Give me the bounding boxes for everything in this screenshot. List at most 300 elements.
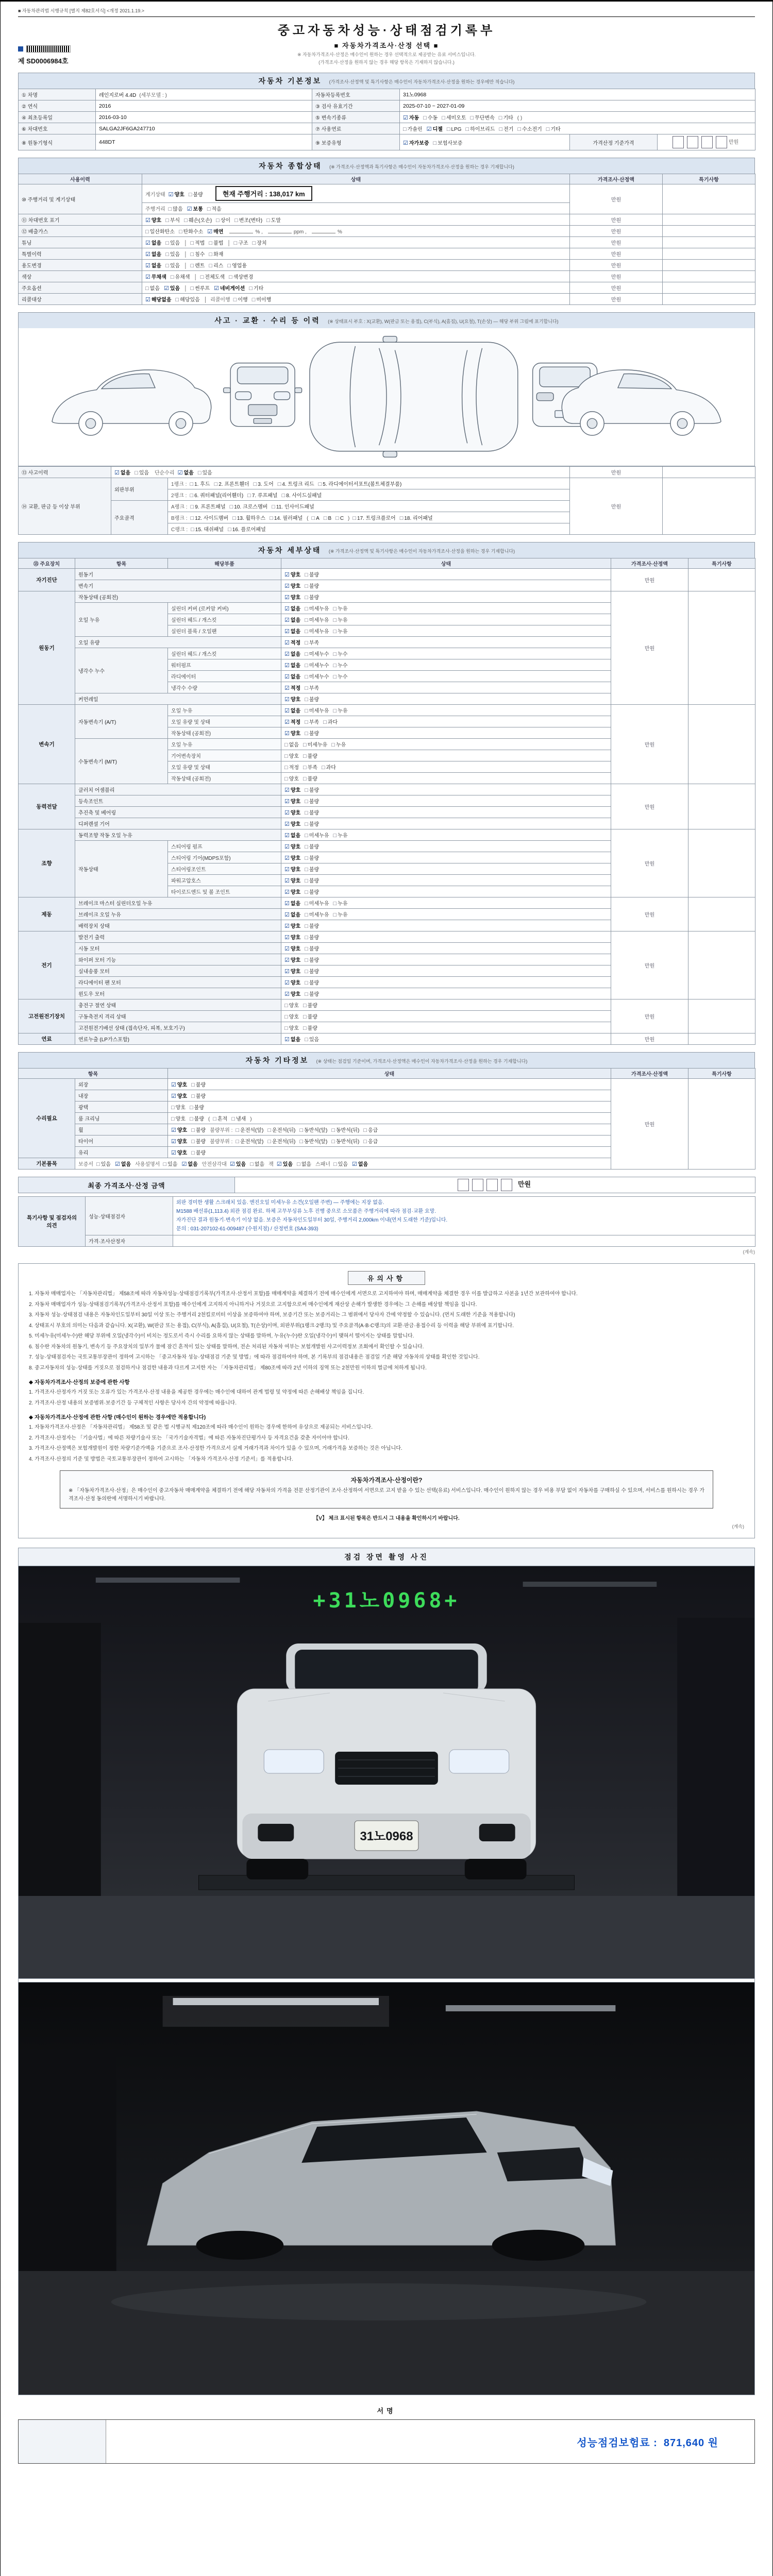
front-wheel-right: [465, 1859, 527, 1879]
checkbox[interactable]: □ 동반석(뒤): [331, 1139, 360, 1145]
car-diagram-svg: [19, 332, 754, 461]
checkbox[interactable]: □ 미세누유: [303, 742, 328, 748]
checkbox-checked[interactable]: ☑ 있음: [163, 285, 180, 292]
checkbox-checked[interactable]: ☑ 양호: [284, 991, 301, 997]
cell: [281, 988, 611, 999]
checkbox-checked[interactable]: ☑ 양호: [284, 595, 301, 601]
checkbox[interactable]: □ 2. 프론트휀더: [214, 481, 249, 487]
checkbox-checked[interactable]: ☑ 양호: [171, 1127, 188, 1133]
photos-section-title: 점검 장면 촬영 사진: [19, 1548, 754, 1566]
cell: [281, 1022, 611, 1033]
cell: 자동변속기 (A/T): [75, 705, 168, 739]
checkbox[interactable]: □ 불량: [190, 1105, 204, 1111]
checkbox-checked[interactable]: ☑ 자동: [403, 115, 419, 121]
checkbox[interactable]: □ 불량: [190, 1116, 204, 1122]
checkbox[interactable]: □ 있음: [197, 470, 212, 476]
checkbox[interactable]: □ 불량: [305, 946, 320, 952]
checkbox-checked[interactable]: ☑ 양호: [171, 1139, 188, 1145]
checkbox-checked[interactable]: ☑ 없음: [284, 1037, 301, 1043]
checkbox[interactable]: □ 있음: [163, 1161, 178, 1167]
checkbox[interactable]: □ 운전석(뒤): [267, 1139, 296, 1145]
checkbox[interactable]: □ 누유: [333, 708, 348, 714]
checkbox[interactable]: □ 8. 사이드실패널: [281, 493, 322, 499]
checkbox-glyph: □: [236, 1139, 240, 1145]
checkbox[interactable]: □ 적정: [284, 765, 299, 771]
checkbox[interactable]: □ 불량: [191, 1093, 206, 1099]
section-overall-title: 자동차 종합상태: [259, 162, 322, 170]
checkbox[interactable]: □ 1. 후드: [190, 481, 210, 487]
cell: 색상: [19, 271, 142, 282]
checkbox-checked[interactable]: ☑ 양호: [284, 799, 301, 805]
checkbox-checked[interactable]: ☑ 없음: [284, 708, 301, 714]
checkbox[interactable]: □ 불량: [305, 878, 320, 884]
form-mark-icon: [18, 46, 23, 52]
checkbox-checked[interactable]: ☑ 없음: [284, 629, 301, 635]
checkbox[interactable]: □ 미세누유: [305, 617, 329, 623]
cell: [281, 693, 611, 705]
checkbox-checked[interactable]: ☑ 양호: [284, 855, 301, 861]
checkbox[interactable]: □ 불량: [305, 855, 320, 861]
checkbox[interactable]: □ 누유: [333, 901, 348, 907]
checkbox[interactable]: □ 불량: [305, 980, 320, 986]
cell: 타이어: [75, 1136, 168, 1147]
cell: [281, 841, 611, 852]
cell: [281, 977, 611, 988]
checkbox-checked[interactable]: ☑ 없음: [181, 1161, 198, 1167]
checkbox[interactable]: □ 불량: [305, 583, 320, 589]
fluorescent-bar-1: [173, 1998, 379, 2005]
checkbox[interactable]: □ 세미오토: [442, 115, 466, 121]
data-grid: [18, 174, 755, 305]
checkbox-checked[interactable]: ☑ 양호: [284, 821, 301, 827]
cell: [281, 750, 611, 761]
cell: 광택: [75, 1101, 168, 1113]
checkbox[interactable]: □ 불량: [305, 595, 320, 601]
checkbox[interactable]: □ 응급: [363, 1127, 378, 1133]
text: A랭크 :: [171, 504, 188, 510]
checkbox[interactable]: □ 불량: [303, 753, 317, 759]
checkbox-glyph: □: [228, 527, 231, 533]
plate-recognition-overlay: +31노0968+: [313, 1589, 460, 1613]
checkbox-glyph: ☑: [284, 855, 290, 861]
checkbox-checked[interactable]: ☑ 없음: [284, 901, 301, 907]
checkbox[interactable]: □ 구조: [233, 240, 248, 246]
checkbox[interactable]: □ 10. 크로스멤버: [229, 504, 268, 510]
checkbox[interactable]: □ 훼손(오손): [184, 217, 212, 224]
checkbox[interactable]: □ 이행: [233, 297, 248, 303]
checkbox[interactable]: □ 18. 리어패널: [399, 515, 433, 521]
remarks-cell: [688, 591, 755, 705]
text: 사용설명서: [135, 1162, 160, 1167]
checkbox[interactable]: □ A: [311, 515, 320, 521]
checkbox-checked[interactable]: ☑ 있음: [229, 1161, 246, 1167]
checkbox[interactable]: □ 미세누유: [305, 606, 329, 612]
checkbox[interactable]: □ 부족: [305, 719, 320, 725]
checkbox[interactable]: □ 불량: [305, 572, 320, 578]
checkbox[interactable]: □ 보험사보증: [433, 140, 463, 146]
checkbox[interactable]: □ 일산화탄소: [145, 229, 175, 235]
checkbox-checked[interactable]: ☑ 양호: [171, 1082, 188, 1088]
table-row: [19, 271, 755, 282]
checkbox-glyph: ☑: [284, 651, 290, 657]
checkbox[interactable]: □ 전기: [499, 126, 514, 132]
checkbox[interactable]: □ 기타: [546, 126, 561, 132]
checkbox[interactable]: □ 16. 플로어패널: [228, 527, 266, 533]
checkbox-checked[interactable]: ☑ 없음: [352, 1161, 368, 1167]
checkbox[interactable]: □ 양호: [284, 776, 299, 782]
checkbox[interactable]: □ 불량: [305, 844, 320, 850]
price-amount-cell: 만원: [611, 897, 688, 931]
checkbox-checked[interactable]: ☑ 없음: [145, 240, 162, 246]
remarks-cell: [663, 237, 755, 248]
cell: 냉각수 누수: [75, 648, 168, 693]
checkbox[interactable]: □ 응급: [363, 1139, 378, 1145]
cell: 변속기: [75, 580, 281, 591]
checkbox[interactable]: □ 무단변속: [470, 115, 495, 121]
car-top-view: [310, 336, 518, 457]
checkbox[interactable]: □ 누유: [333, 606, 348, 612]
checkbox-checked[interactable]: ☑ 양호: [145, 217, 162, 224]
checkbox[interactable]: □ 화재: [209, 251, 224, 258]
checkbox[interactable]: □ 부식: [165, 217, 180, 224]
checkbox[interactable]: □ 운전석(뒤): [267, 1127, 296, 1133]
checkbox[interactable]: □ 누수: [333, 674, 348, 680]
price-amount-cell: 만원: [611, 1033, 688, 1045]
checkbox[interactable]: □ 색상변경: [229, 274, 254, 280]
checkbox[interactable]: □ 수소전기: [517, 126, 542, 132]
table-row: [19, 784, 755, 795]
signature-area[interactable]: [19, 2420, 106, 2463]
checkbox[interactable]: □ 없음: [297, 1161, 312, 1167]
checkbox[interactable]: □ 있음: [96, 1161, 111, 1167]
checkbox-checked[interactable]: ☑ 매연: [207, 229, 224, 235]
checkbox-checked[interactable]: ☑ 없음: [114, 470, 131, 476]
checkbox[interactable]: □ 불량: [188, 192, 203, 198]
cell: 리콜대상: [19, 294, 142, 305]
checkbox-checked[interactable]: ☑ 양호: [284, 889, 301, 895]
checkbox[interactable]: □ 9. 프론트패널: [190, 504, 226, 510]
checkbox[interactable]: □ 불량: [305, 810, 320, 816]
checkbox[interactable]: □ 가솔린: [403, 126, 423, 132]
checkbox[interactable]: □ 불량: [305, 821, 320, 827]
checkbox-checked[interactable]: ☑ 자가보증: [403, 140, 429, 146]
checkbox-checked[interactable]: ☑ 없음: [284, 912, 301, 918]
checkbox[interactable]: □ 불량: [191, 1082, 206, 1088]
checkbox-checked[interactable]: ☑ 없음: [145, 263, 162, 269]
detail-condition-table: [18, 558, 755, 1045]
checkbox-glyph: ☑: [145, 217, 150, 224]
checkbox[interactable]: □ 과다: [323, 719, 338, 725]
checkbox[interactable]: □ 있음: [165, 263, 180, 269]
checkbox[interactable]: □ 양호: [284, 1025, 299, 1031]
checkbox[interactable]: □ 침수: [190, 251, 205, 258]
notices-section: [18, 1263, 755, 1538]
checkbox-glyph: □: [403, 126, 407, 132]
checkbox-checked[interactable]: ☑ 양호: [284, 946, 301, 952]
checkbox[interactable]: □ 불량: [305, 697, 320, 703]
checkbox-checked[interactable]: ☑ 디젤: [426, 126, 443, 132]
checkbox-checked[interactable]: ☑ 해당없음: [145, 297, 172, 303]
checkbox[interactable]: □ 없음: [250, 1161, 265, 1167]
checkbox-checked[interactable]: ☑ 양호: [284, 969, 301, 975]
cell: [281, 909, 611, 920]
checkbox-checked[interactable]: ☑ 양호: [284, 731, 301, 737]
checkbox-checked[interactable]: ☑ 없음: [284, 617, 301, 623]
checkbox[interactable]: □ 누수: [333, 663, 348, 669]
checkbox[interactable]: □ 유채색: [170, 274, 190, 280]
checkbox-checked[interactable]: ☑ 없음: [284, 833, 301, 839]
remarks-cell: [688, 897, 755, 931]
checkbox[interactable]: □ 12. 사이드멤버: [190, 515, 229, 521]
cell: 발전기 출력: [75, 931, 281, 943]
cell: 성능·상태점검자: [86, 1197, 173, 1235]
checkbox[interactable]: □ 5. 라디에이터서포트(볼트체결부품): [318, 481, 402, 487]
checkbox-glyph: □: [184, 217, 188, 224]
checkbox-checked[interactable]: ☑ 양호: [284, 844, 301, 850]
checkbox-checked[interactable]: ☑ 적정: [284, 719, 301, 725]
checkbox[interactable]: □ 리스: [209, 263, 224, 269]
checkbox[interactable]: □ 불량: [303, 1014, 317, 1020]
checkbox-checked[interactable]: ☑ 보통: [187, 206, 203, 212]
checkbox[interactable]: □ 양호: [171, 1105, 186, 1111]
checkbox[interactable]: □ 탄화수소: [178, 229, 204, 235]
checkbox[interactable]: □ 미세누유: [305, 708, 329, 714]
checkbox[interactable]: □ 누유: [333, 617, 348, 623]
checkbox[interactable]: □ 불량: [191, 1127, 206, 1133]
checkbox[interactable]: □ 있음: [333, 1161, 348, 1167]
checkbox[interactable]: □ 양호: [284, 1003, 299, 1009]
cell: 내장: [75, 1090, 168, 1101]
checkbox[interactable]: □ 썬루프: [190, 285, 210, 292]
checkbox[interactable]: □ 부족: [305, 685, 320, 691]
data-grid: [18, 466, 755, 535]
checkbox[interactable]: □ 양호: [284, 753, 299, 759]
text: │: [184, 252, 188, 258]
checkbox[interactable]: □ 누유: [333, 833, 348, 839]
checkbox[interactable]: □ 불량: [303, 1003, 317, 1009]
checkbox-checked[interactable]: ☑ 없음: [114, 1161, 131, 1167]
table-row: [19, 294, 755, 305]
checkbox-checked[interactable]: ☑ 양호: [284, 572, 301, 578]
checkbox-glyph: ☑: [284, 901, 290, 907]
amount-digit-box: [687, 136, 698, 148]
checkbox[interactable]: □ 양호: [284, 1014, 299, 1020]
car-front-view: [224, 363, 302, 427]
checkbox[interactable]: □ 적음: [207, 206, 222, 212]
checkbox[interactable]: □ 미세누수: [305, 674, 329, 680]
checkbox[interactable]: □ 누유: [331, 742, 346, 748]
cell: 오일 누유: [75, 603, 168, 637]
checkbox-checked[interactable]: ☑ 네비게이션: [214, 285, 245, 292]
checkbox-checked[interactable]: ☑ 양호: [284, 867, 301, 873]
checkbox[interactable]: □ 불량: [191, 1150, 206, 1156]
checkbox[interactable]: □ 동반석(앞): [299, 1139, 328, 1145]
checkbox[interactable]: □ 미세누유: [305, 912, 329, 918]
checkbox-glyph: □: [190, 493, 194, 499]
remarks-cell: [663, 184, 755, 214]
checkbox-glyph: □: [214, 481, 218, 487]
checkbox[interactable]: □ 있음: [165, 251, 180, 258]
checkbox-checked[interactable]: ☑ 적정: [284, 685, 301, 691]
checkbox-checked[interactable]: ☑ 양호: [284, 878, 301, 884]
checkbox[interactable]: □ 17. 트렁크플로어: [352, 515, 396, 521]
overall-condition-table: [18, 174, 755, 305]
checkbox[interactable]: □ 불량: [305, 867, 320, 873]
checkbox[interactable]: □ 없음: [284, 742, 299, 748]
cell: 디퍼렌셜 기어: [75, 818, 281, 829]
checkbox[interactable]: □ 미세누수: [305, 651, 329, 657]
checkbox-glyph: ☑: [181, 1161, 187, 1167]
checkbox[interactable]: □ 동반석(앞): [299, 1127, 328, 1133]
price-amount-cell: 만원: [611, 705, 688, 784]
checkbox-checked[interactable]: ☑ 양호: [284, 787, 301, 793]
checkbox[interactable]: □ 있음: [305, 1037, 320, 1043]
checkbox-checked[interactable]: ☑ 양호: [284, 810, 301, 816]
checkbox-checked[interactable]: ☑ 양호: [171, 1150, 188, 1156]
checkbox-checked[interactable]: ☑ 양호: [168, 192, 184, 198]
checkbox[interactable]: □ 기타: [249, 285, 264, 292]
checkbox[interactable]: □ 부족: [303, 765, 317, 771]
checkbox-checked[interactable]: ☑ 없음: [284, 651, 301, 657]
checkbox[interactable]: □ 불량: [305, 799, 320, 805]
checkbox[interactable]: □ 미이행: [251, 297, 272, 303]
cell: 타이로드엔드 및 볼 조인트: [168, 886, 281, 897]
checkbox[interactable]: □ 상이: [216, 217, 231, 224]
checkbox[interactable]: □ 흔적: [213, 1116, 228, 1122]
checkbox-checked[interactable]: ☑ 양호: [284, 583, 301, 589]
checkbox-glyph: □: [305, 640, 308, 646]
checkbox[interactable]: □ 양호: [171, 1116, 186, 1122]
table-row: [19, 174, 755, 184]
checkbox-glyph: □: [236, 1127, 240, 1133]
checkbox[interactable]: □ 불량: [305, 957, 320, 963]
checkbox-glyph: □: [191, 1093, 195, 1099]
checkbox[interactable]: □ 영업용: [227, 263, 247, 269]
checkbox[interactable]: □ 기타: [498, 115, 513, 121]
checkbox-glyph: ☑: [352, 1161, 357, 1167]
checkbox[interactable]: □ 없음: [145, 285, 160, 292]
checkbox-checked[interactable]: ☑ 적정: [284, 640, 301, 646]
checkbox-checked[interactable]: ☑ 양호: [284, 923, 301, 929]
checkbox[interactable]: □ 누수: [333, 651, 348, 657]
checkbox[interactable]: □ 수동: [423, 115, 438, 121]
inspector-opinion: [173, 1197, 755, 1235]
checkbox[interactable]: □ 렌트: [190, 263, 205, 269]
checkbox[interactable]: □ 불량: [305, 787, 320, 793]
checkbox-checked[interactable]: ☑ 없음: [284, 606, 301, 612]
checkbox[interactable]: □ B: [323, 515, 332, 521]
checkbox-checked[interactable]: ☑ 무채색: [145, 274, 166, 280]
checkbox[interactable]: □ 7. 루프패널: [247, 493, 278, 499]
remarks-cell: [688, 1079, 755, 1170]
checkbox[interactable]: □ 미세누유: [305, 833, 329, 839]
table-row: [19, 467, 755, 478]
checkbox[interactable]: □ 불량: [303, 776, 317, 782]
checkbox-checked[interactable]: ☑ 없음: [145, 251, 162, 258]
cell: 외판부위: [111, 478, 168, 501]
checkbox[interactable]: □ 냄새: [231, 1116, 246, 1122]
cell: 제동: [19, 897, 75, 931]
checkbox[interactable]: □ 부족: [305, 640, 320, 646]
notice-heading: ◆ 자동차가격조사·산정의 보증에 관한 사항: [29, 1379, 130, 1386]
checkbox-checked[interactable]: ☑ 양호: [284, 697, 301, 703]
cell: [281, 1011, 611, 1022]
checkbox[interactable]: □ 불량: [305, 923, 320, 929]
checkbox-glyph: □: [305, 731, 308, 737]
checkbox[interactable]: □ 11. 인사이드패널: [272, 504, 314, 510]
checkbox-checked[interactable]: ☑ 양호: [284, 980, 301, 986]
checkbox[interactable]: □ 불량: [305, 889, 320, 895]
checkbox-glyph: ☑: [284, 708, 290, 714]
checkbox[interactable]: □ 불법: [209, 240, 224, 246]
checkbox-checked[interactable]: ☑ 양호: [284, 935, 301, 941]
checkbox[interactable]: □ 14. 필러패널: [270, 515, 303, 521]
checkbox[interactable]: □ 하이브리드: [465, 126, 495, 132]
checkbox[interactable]: □ 6. 쿼터패널(리어휀더): [190, 493, 244, 499]
checkbox[interactable]: □ 4. 트렁크 리드: [277, 481, 314, 487]
price-appraisal-info-box: [60, 1470, 713, 1509]
checkbox[interactable]: □ 15. 대쉬패널: [191, 527, 224, 533]
checkbox-checked[interactable]: ☑ 없음: [284, 674, 301, 680]
checkbox-checked[interactable]: ☑ 양호: [284, 957, 301, 963]
checkbox[interactable]: □ 3. 도어: [253, 481, 274, 487]
checkbox-glyph: ☑: [284, 685, 290, 691]
checkbox[interactable]: □ LPG: [446, 126, 462, 132]
checkbox[interactable]: □ 미세누유: [305, 629, 329, 635]
checkbox-glyph: □: [96, 1161, 100, 1167]
price-amount-cell: 만원: [570, 237, 663, 248]
checkbox[interactable]: □ 운전석(앞): [236, 1139, 264, 1145]
checkbox[interactable]: □ 미세누유: [305, 901, 329, 907]
table-row: [19, 999, 755, 1011]
checkbox[interactable]: □ 불량: [305, 935, 320, 941]
checkbox[interactable]: □ C: [335, 515, 344, 521]
checkbox[interactable]: □ 변조(변타): [234, 217, 263, 224]
checkbox[interactable]: □ 과다: [321, 765, 336, 771]
checkbox[interactable]: □ 전체도색: [200, 274, 225, 280]
checkbox-glyph: □: [234, 217, 238, 224]
checkbox-checked[interactable]: ☑ 없음: [177, 470, 194, 476]
checkbox[interactable]: □ 누유: [333, 629, 348, 635]
checkbox[interactable]: □ 운전석(앞): [236, 1127, 264, 1133]
checkbox[interactable]: □ 있음: [135, 470, 149, 476]
checkbox[interactable]: □ 해당있음: [175, 297, 200, 303]
checkbox-glyph: ☑: [284, 923, 290, 929]
checkbox[interactable]: □ 미세누수: [305, 663, 329, 669]
checkbox[interactable]: □ 있음: [165, 240, 180, 246]
checkbox-checked[interactable]: ☑ 있음: [276, 1161, 293, 1167]
cell: [142, 237, 570, 248]
checkbox[interactable]: □ 불량: [303, 1025, 317, 1031]
cell: ① 차명: [19, 89, 96, 100]
checkbox[interactable]: □ 불량: [305, 969, 320, 975]
notice-item: 6. 침수란 자동차의 원동기, 변속기 등 주요장치의 일부가 물에 잠긴 흔적이 있는 상태를 말하며, 전손 처리된 자동차 여부는 보험개발원 사고이력정보 조회에서 확인할 수 있습니다.: [29, 1344, 424, 1350]
checkbox-checked[interactable]: ☑ 양호: [171, 1093, 188, 1099]
checkbox[interactable]: □ 불량: [191, 1139, 206, 1145]
checkbox[interactable]: □ 누유: [333, 912, 348, 918]
checkbox-checked[interactable]: ☑ 없음: [284, 663, 301, 669]
checkbox[interactable]: □ 장치: [252, 240, 267, 246]
checkbox[interactable]: □ 도말: [266, 217, 281, 224]
checkbox-glyph: □: [277, 481, 281, 487]
checkbox[interactable]: □ 적법: [190, 240, 205, 246]
checkbox-glyph: ☑: [284, 799, 290, 805]
checkbox[interactable]: □ 동반석(뒤): [331, 1127, 360, 1133]
checkbox[interactable]: □ 13. 휠하우스: [232, 515, 266, 521]
checkbox[interactable]: □ 많음: [168, 206, 183, 212]
checkbox[interactable]: □ 불량: [305, 731, 320, 737]
checkbox[interactable]: □ 불량: [305, 991, 320, 997]
